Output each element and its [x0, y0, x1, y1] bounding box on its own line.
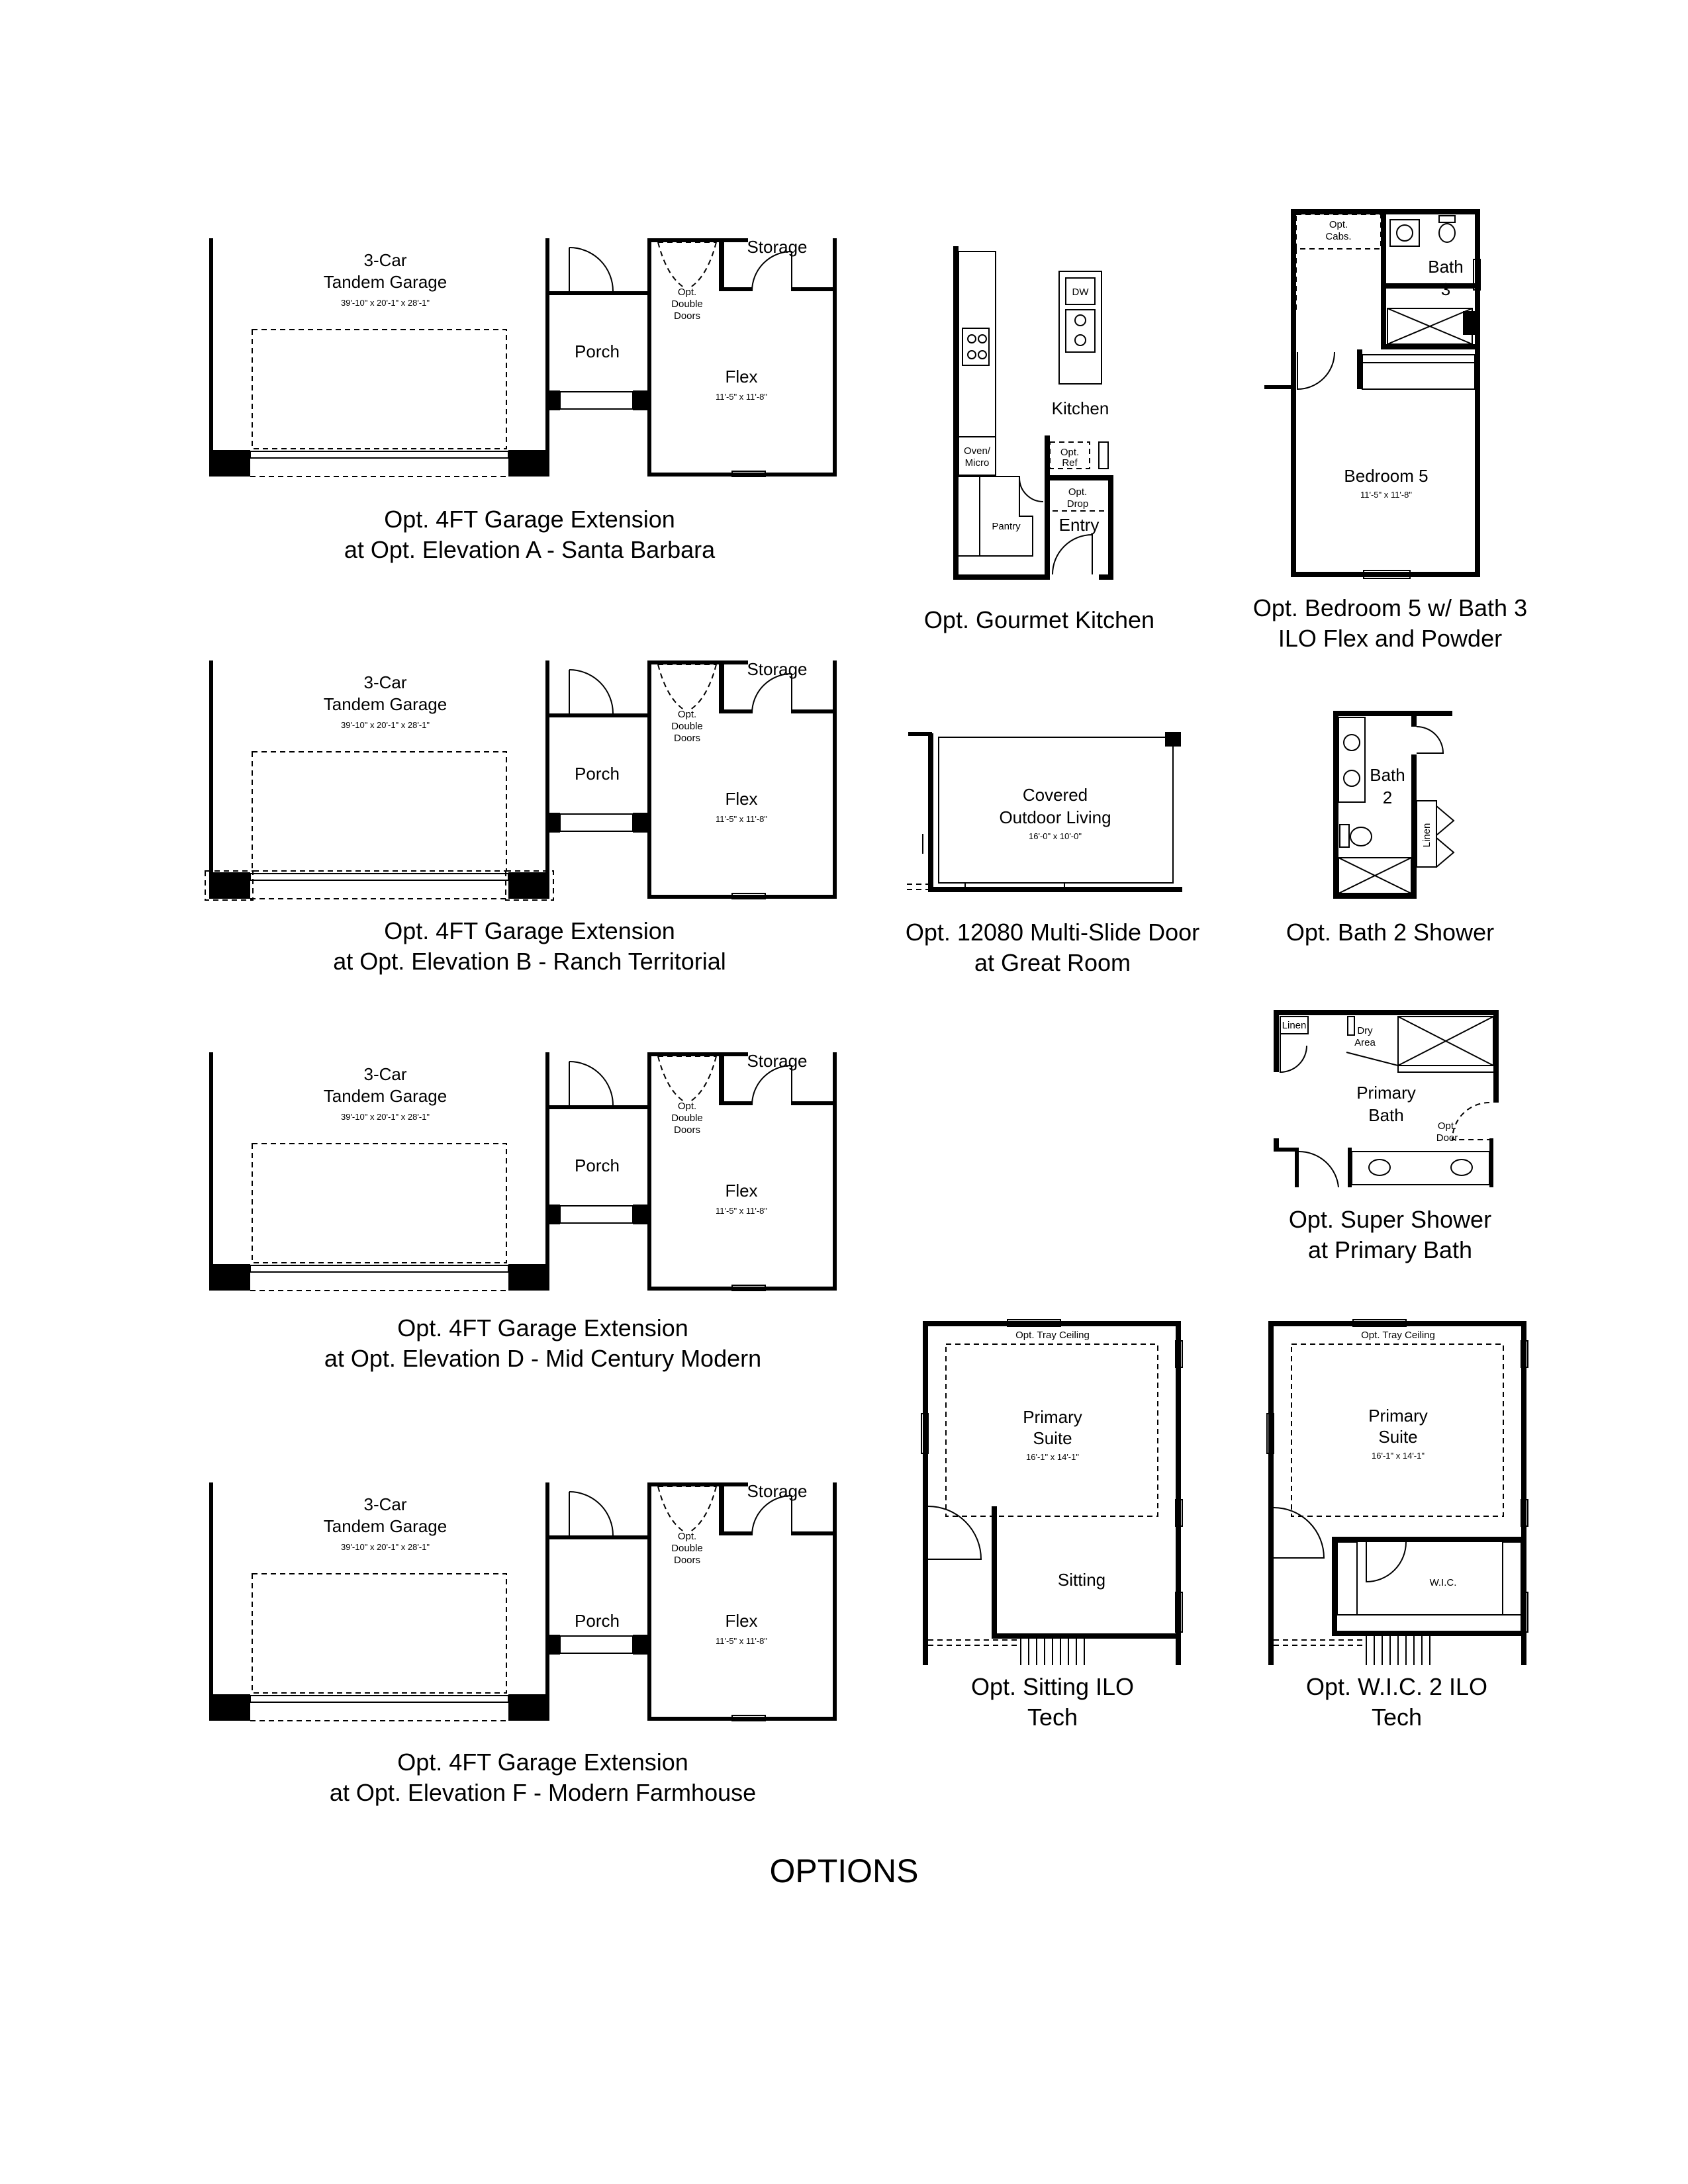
outdoor-label-line2: Outdoor Living — [999, 807, 1111, 827]
flex-label: Flex — [725, 1611, 758, 1631]
garage-d-caption — [252, 1313, 834, 1374]
garage-label-line2: Tandem Garage — [323, 1086, 447, 1106]
garage-label-line2: Tandem Garage — [323, 1516, 447, 1536]
opt-door-line2: Door — [1436, 1132, 1458, 1144]
double-doors-line3: Doors — [673, 310, 701, 322]
double-doors-line2: Double — [671, 298, 703, 310]
suite-dimensions: 16'-1" x 14'-1" — [1372, 1451, 1425, 1461]
flex-dimensions: 11'-5" x 11'-8" — [715, 1636, 768, 1646]
garage-label-line1: 3-Car — [363, 1064, 407, 1084]
bedroom5-label: Bedroom 5 — [1344, 466, 1429, 486]
caption-line1: Opt. 12080 Multi-Slide Door — [905, 919, 1200, 946]
dry-area-line1: Dry — [1357, 1025, 1373, 1036]
double-doors-line3: Doors — [673, 1555, 701, 1566]
storage-label: Storage — [747, 1051, 808, 1071]
garage-dimensions: 39'-10" x 20'-1" x 28'-1" — [340, 720, 430, 730]
garage-dimensions: 39'-10" x 20'-1" x 28'-1" — [340, 298, 430, 308]
garage-label-line2: Tandem Garage — [323, 272, 447, 292]
caption-line2: at Opt. Elevation F - Modern Farmhouse — [329, 1779, 757, 1806]
caption-line1: Opt. 4FT Garage Extension — [384, 917, 675, 944]
bath2-line1: Bath — [1370, 765, 1405, 785]
porch-label: Porch — [575, 1156, 620, 1175]
garage-a-caption — [252, 504, 808, 565]
tray-ceiling-label: Opt. Tray Ceiling — [1361, 1330, 1435, 1341]
double-doors-line1: Opt. — [677, 1101, 697, 1112]
caption-line1: Opt. Bath 2 Shower — [1286, 919, 1495, 946]
suite-label-line1: Primary — [1023, 1407, 1082, 1427]
storage-label: Storage — [747, 237, 808, 257]
primary-bath-plan — [1274, 1010, 1499, 1187]
suite-label-line2: Suite — [1378, 1427, 1418, 1447]
caption-line2: at Opt. Elevation B - Ranch Territorial — [333, 948, 726, 975]
flex-label: Flex — [725, 789, 758, 809]
storage-label: Storage — [747, 1481, 808, 1501]
flex-label: Flex — [725, 1181, 758, 1201]
opt-ref-line2: Ref — [1062, 457, 1078, 469]
bedroom5-caption — [1211, 593, 1569, 654]
caption-line2: Tech — [1027, 1704, 1078, 1731]
outdoor-label-line1: Covered — [1022, 785, 1088, 805]
page-title: OPTIONS — [769, 1852, 919, 1889]
wic-label: W.I.C. — [1429, 1577, 1457, 1588]
wic-caption — [1271, 1672, 1523, 1733]
garage-plan-a — [209, 237, 837, 477]
caption-line1: Opt. W.I.C. 2 ILO — [1305, 1673, 1488, 1700]
pantry-label: Pantry — [992, 521, 1021, 532]
bedroom5-dimensions: 11'-5" x 11'-8" — [1360, 490, 1413, 500]
bedroom5-plan — [1264, 209, 1480, 578]
sitting-plan — [921, 1320, 1182, 1665]
garage-label-line1: 3-Car — [363, 672, 407, 692]
caption-line1: Opt. 4FT Garage Extension — [397, 1749, 688, 1776]
gourmet-kitchen-plan — [953, 246, 1113, 580]
primary-linen-label: Linen — [1282, 1020, 1307, 1031]
double-doors-line2: Double — [671, 721, 703, 732]
caption-line2: Tech — [1371, 1704, 1423, 1731]
opt-cabs-line2: Cabs. — [1325, 231, 1352, 242]
double-doors-line3: Doors — [673, 1124, 701, 1136]
garage-dimensions: 39'-10" x 20'-1" x 28'-1" — [340, 1542, 430, 1552]
flex-dimensions: 11'-5" x 11'-8" — [715, 814, 768, 824]
opt-ref-line1: Opt. — [1060, 447, 1080, 458]
caption-line1: Opt. Sitting ILO — [970, 1673, 1135, 1700]
oven-micro-line2: Micro — [964, 457, 990, 469]
outdoor-dimensions: 16'-0" x 10'-0" — [1029, 831, 1082, 841]
caption-line2: at Opt. Elevation D - Mid Century Modern — [324, 1345, 762, 1372]
entry-label: Entry — [1058, 515, 1100, 535]
storage-label: Storage — [747, 659, 808, 679]
garage-dimensions: 39'-10" x 20'-1" x 28'-1" — [340, 1112, 430, 1122]
double-doors-line1: Opt. — [677, 1531, 697, 1542]
double-doors-line2: Double — [671, 1543, 703, 1554]
bath3-line2: 3 — [1440, 279, 1451, 299]
caption-line1: Opt. Bedroom 5 w/ Bath 3 — [1252, 594, 1528, 621]
primary-bath-line2: Bath — [1368, 1105, 1404, 1125]
caption-line1: Opt. 4FT Garage Extension — [397, 1314, 688, 1342]
kitchen-label: Kitchen — [1051, 398, 1109, 418]
garage-plan-b — [205, 659, 837, 900]
garage-plan-d — [209, 1051, 837, 1291]
sitting-label: Sitting — [1057, 1570, 1106, 1590]
caption-line1: Opt. Super Shower — [1288, 1206, 1492, 1233]
opt-drop-line1: Opt. — [1068, 486, 1088, 498]
caption-line2: at Opt. Elevation A - Santa Barbara — [344, 536, 716, 563]
kitchen-caption — [887, 605, 1192, 635]
opt-cabs-line1: Opt. — [1329, 219, 1348, 230]
porch-label: Porch — [575, 764, 620, 784]
flex-dimensions: 11'-5" x 11'-8" — [715, 1206, 768, 1216]
double-doors-line1: Opt. — [677, 287, 697, 298]
suite-dimensions: 16'-1" x 14'-1" — [1026, 1452, 1079, 1462]
sitting-caption — [927, 1672, 1178, 1733]
garage-f-caption — [252, 1747, 834, 1808]
suite-label-line1: Primary — [1368, 1406, 1428, 1426]
bath2-caption — [1244, 917, 1536, 948]
bath2-plan — [1333, 711, 1454, 899]
opt-drop-line2: Drop — [1066, 498, 1089, 510]
opt-door-line1: Opt. — [1437, 1120, 1457, 1132]
caption-line1: Opt. 4FT Garage Extension — [384, 506, 675, 533]
caption-line2: ILO Flex and Powder — [1278, 625, 1503, 652]
garage-label-line1: 3-Car — [363, 1494, 407, 1514]
caption-line2: at Primary Bath — [1307, 1236, 1473, 1263]
garage-label-line1: 3-Car — [363, 250, 407, 270]
bath2-line2: 2 — [1382, 788, 1393, 807]
primary-bath-caption — [1244, 1205, 1536, 1265]
garage-plan-f — [209, 1481, 837, 1721]
tray-ceiling-label: Opt. Tray Ceiling — [1015, 1330, 1090, 1341]
garage-label-line2: Tandem Garage — [323, 694, 447, 714]
dry-area-line2: Area — [1354, 1037, 1376, 1048]
caption-line2: at Great Room — [974, 949, 1131, 976]
outdoor-caption — [874, 917, 1231, 978]
wic-plan — [1267, 1320, 1528, 1665]
double-doors-line2: Double — [671, 1113, 703, 1124]
garage-b-caption — [252, 916, 808, 977]
bath3-line1: Bath — [1428, 257, 1464, 277]
dishwasher-label: DW — [1072, 287, 1089, 298]
flex-dimensions: 11'-5" x 11'-8" — [715, 392, 768, 402]
double-doors-line3: Doors — [673, 733, 701, 744]
oven-micro-line1: Oven/ — [963, 445, 991, 457]
flex-label: Flex — [725, 367, 758, 387]
bath2-linen-label: Linen — [1421, 823, 1432, 848]
outdoor-living-plan — [907, 732, 1182, 892]
suite-label-line2: Suite — [1033, 1428, 1072, 1448]
porch-label: Porch — [575, 1611, 620, 1631]
primary-bath-line1: Primary — [1356, 1083, 1416, 1103]
double-doors-line1: Opt. — [677, 709, 697, 720]
caption-line1: Opt. Gourmet Kitchen — [923, 606, 1155, 633]
porch-label: Porch — [575, 341, 620, 361]
